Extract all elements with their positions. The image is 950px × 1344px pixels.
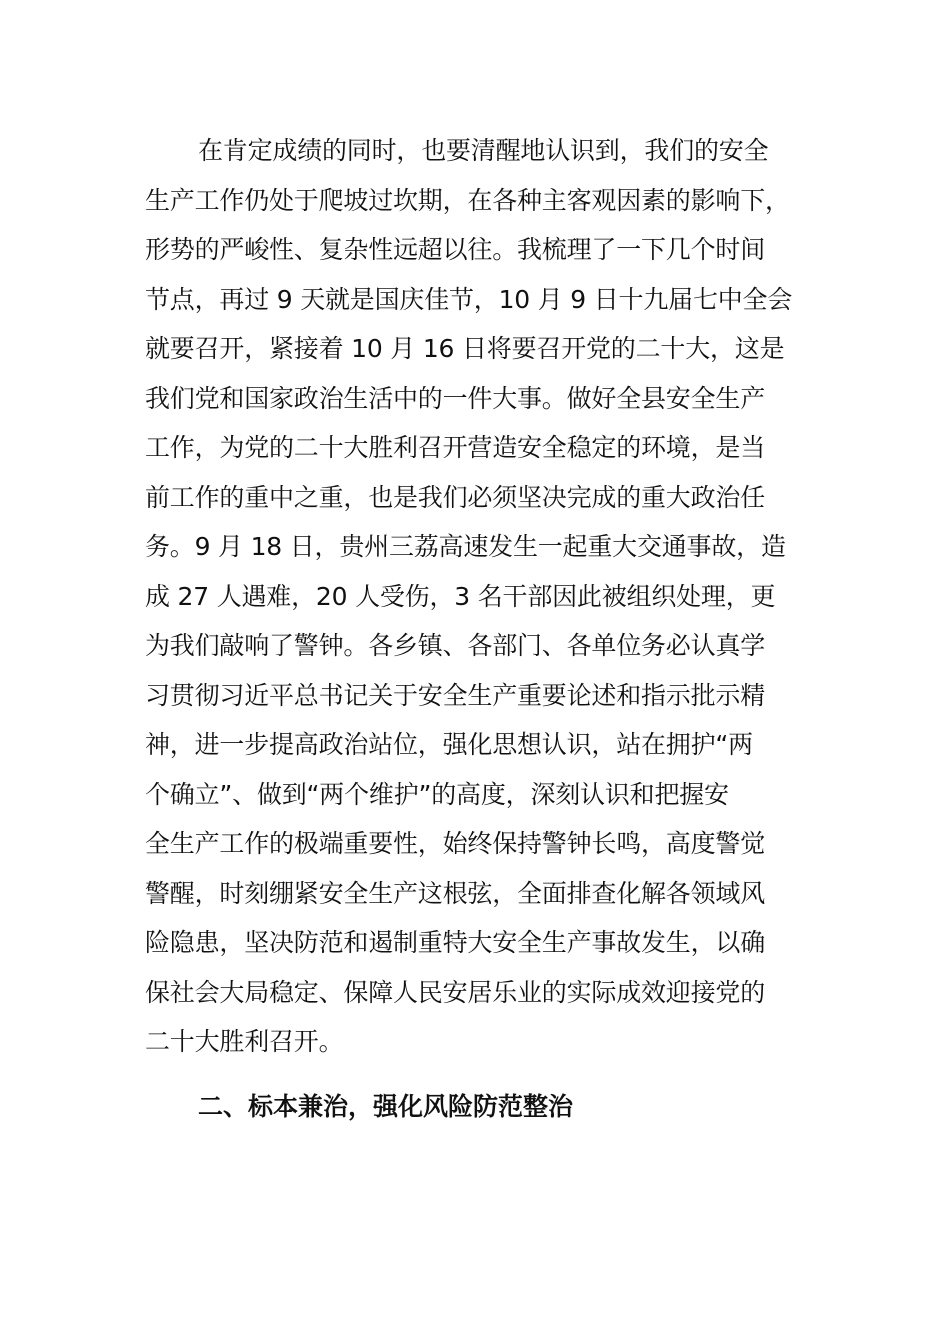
paragraph-line: 成 27 人遇难，20 人受伤，3 名干部因此被组织处理，更 (145, 581, 776, 611)
paragraph-line: 为我们敲响了警钟。各乡镇、各部门、各单位务必认真学 (145, 631, 766, 660)
paragraph-line: 务。9 月 18 日，贵州三荔高速发生一起重大交通事故，造 (145, 532, 786, 561)
paragraph-line: 全生产工作的极端重要性，始终保持警钟长鸣，高度警觉 (145, 829, 766, 858)
paragraph-line: 在肯定成绩的同时，也要清醒地认识到，我们的安全 (198, 136, 769, 165)
paragraph-line: 前工作的重中之重，也是我们必须坚决完成的重大政治任 (145, 482, 766, 512)
paragraph-line: 神，进一步提高政治站位，强化思想认识，站在拥护“两 (145, 730, 753, 759)
paragraph-line: 生产工作仍处于爬坡过坎期，在各种主客观因素的影响下， (145, 185, 790, 215)
paragraph-line: 二十大胜利召开。 (145, 1027, 344, 1056)
section-heading: 二、标本兼治，强化风险防范整治 (198, 1092, 574, 1121)
paragraph-line: 形势的严峻性、复杂性远超以往。我梳理了一下几个时间 (145, 235, 766, 264)
paragraph-line: 我们党和国家政治生活中的一件大事。做好全县安全生产 (145, 383, 766, 413)
body-paragraph (145, 126, 805, 1067)
paragraph-line: 工作，为党的二十大胜利召开营造安全稳定的环境，是当 (145, 433, 766, 462)
paragraph-line: 习贯彻习近平总书记关于安全生产重要论述和指示批示精 (145, 680, 766, 710)
paragraph-line: 保社会大局稳定、保障人民安居乐业的实际成效迎接党的 (145, 977, 766, 1007)
paragraph-line: 节点，再过 9 天就是国庆佳节，10 月 9 日十九届七中全会 (145, 284, 793, 314)
paragraph-line: 就要召开，紧接着 10 月 16 日将要召开党的二十大，这是 (145, 334, 785, 363)
paragraph-line: 险隐患，坚决防范和遏制重特大安全生产事故发生，以确 (145, 928, 766, 957)
paragraph-line: 个确立”、做到“两个维护”的高度，深刻认识和把握安 (145, 779, 729, 809)
paragraph-line: 警醒，时刻绷紧安全生产这根弦，全面排查化解各领域风 (145, 878, 766, 908)
